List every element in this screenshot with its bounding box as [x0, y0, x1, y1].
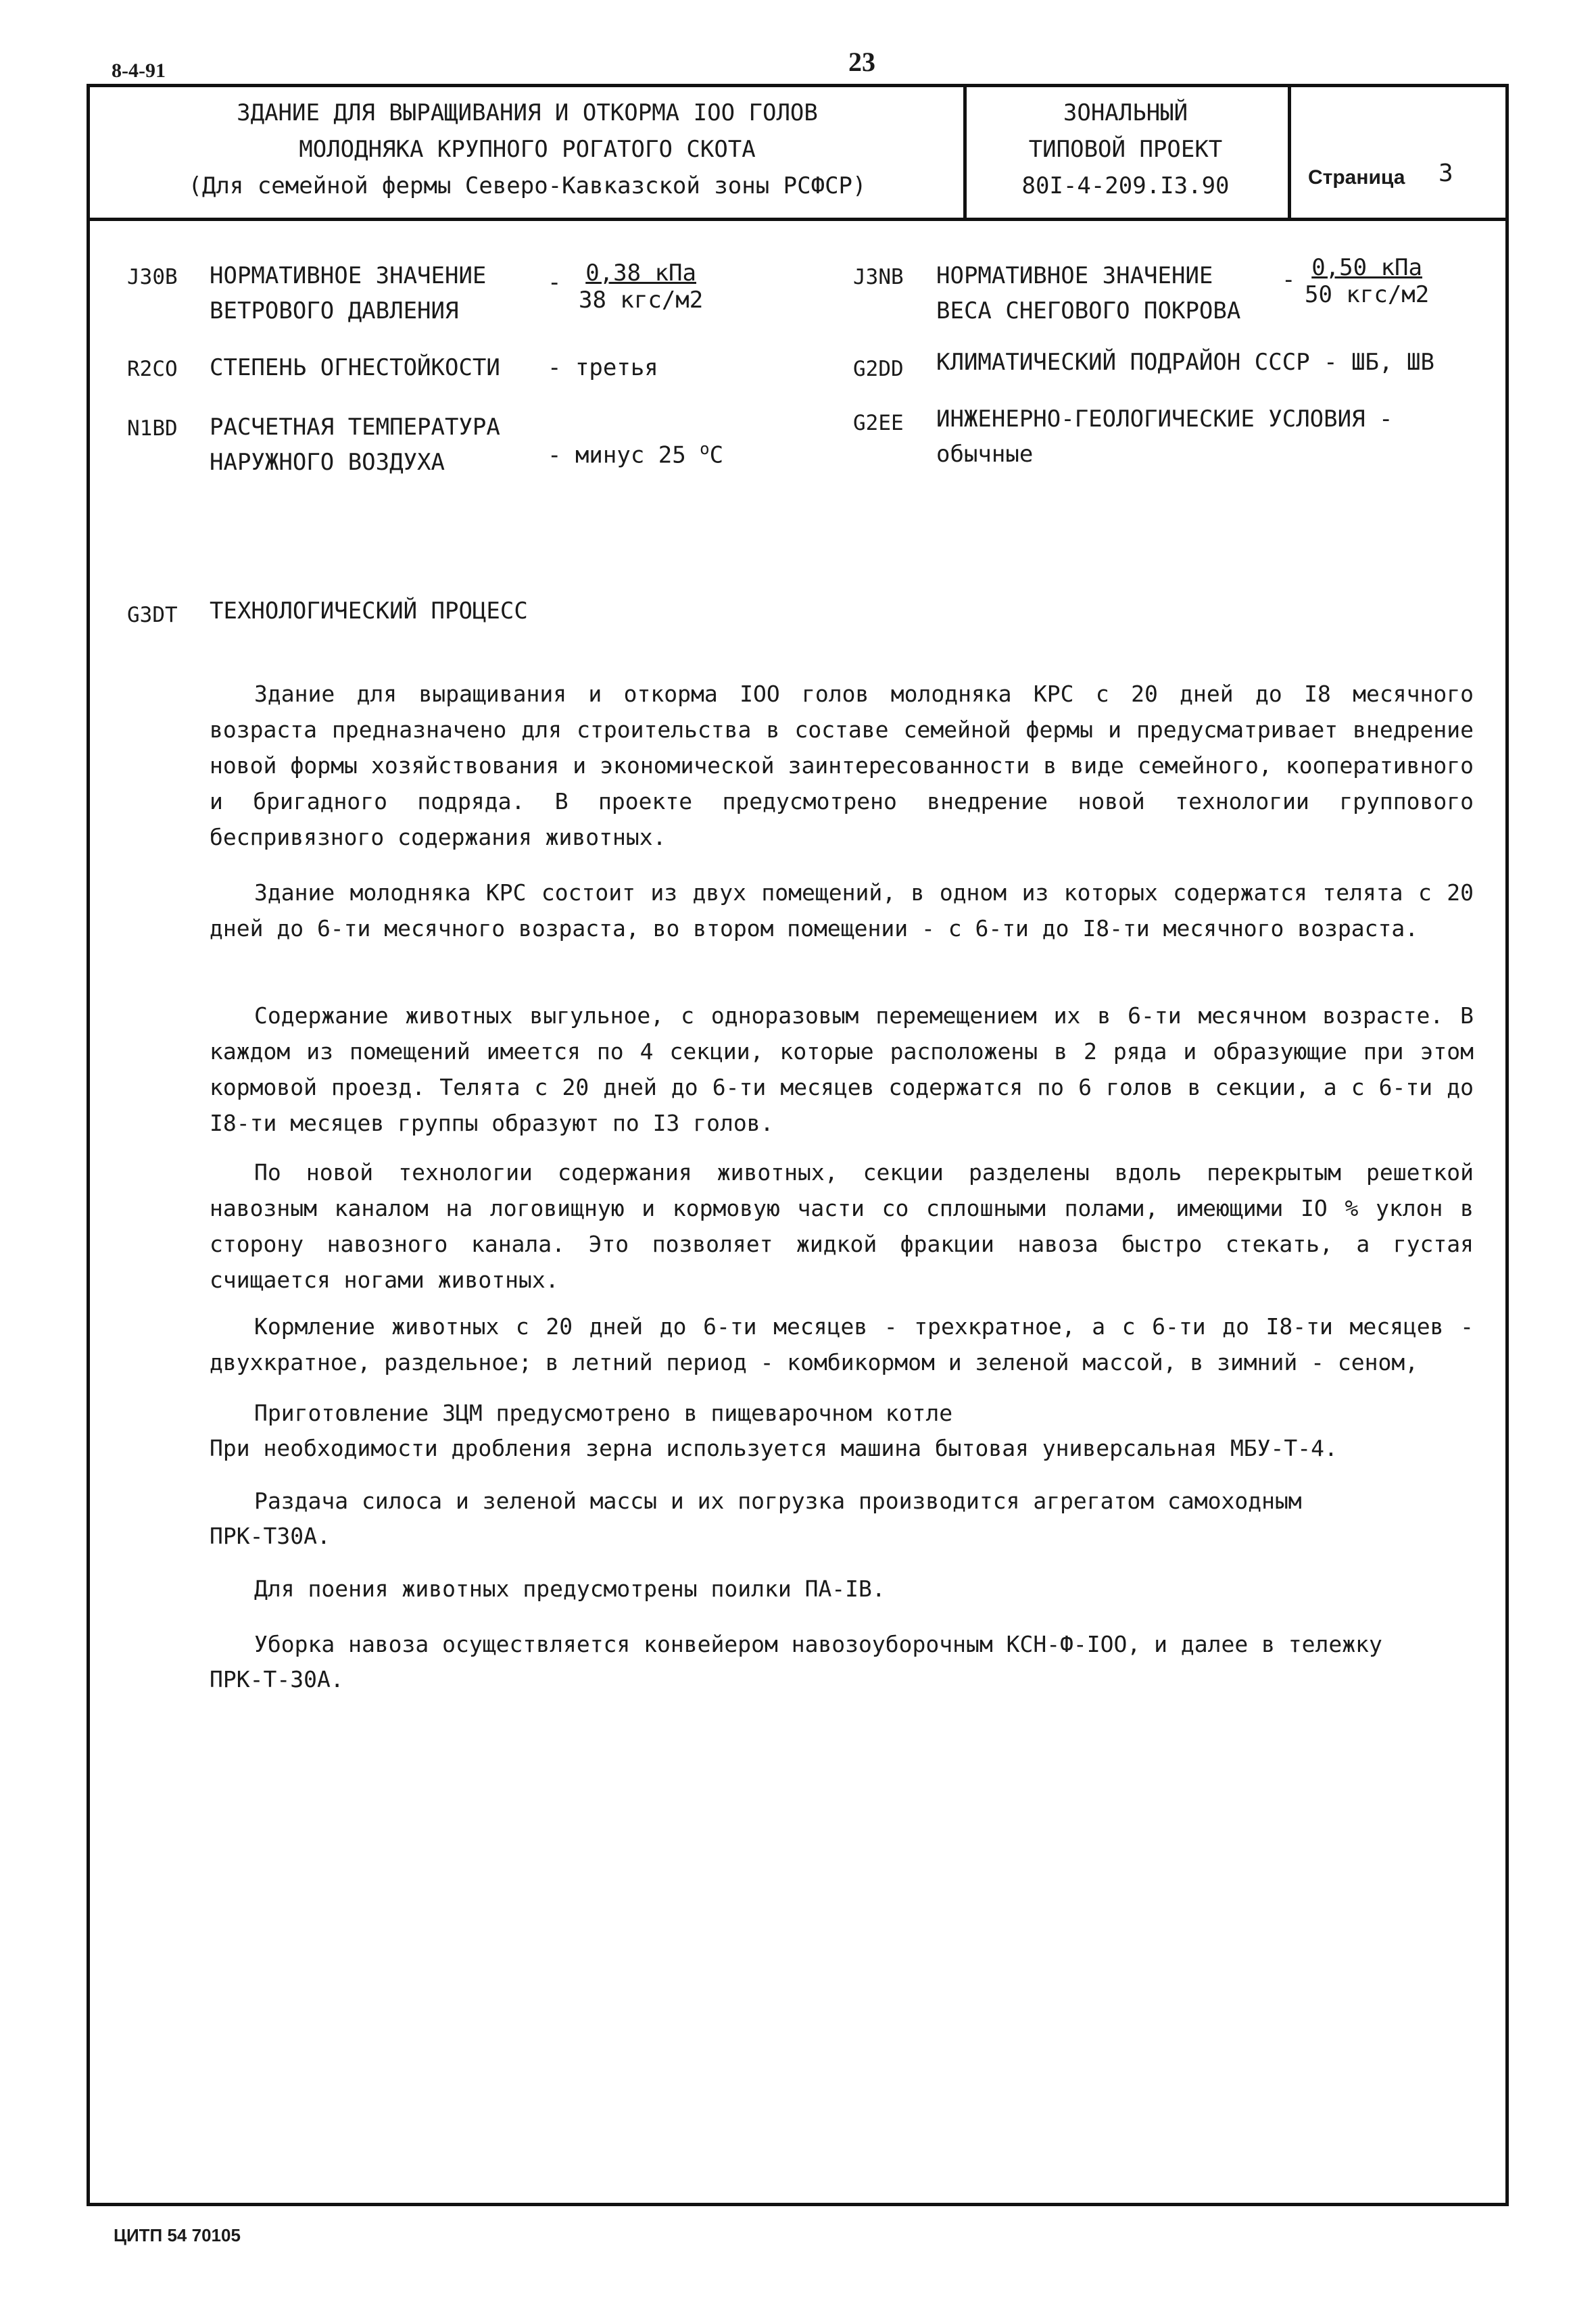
param-value-fire: - третья — [548, 354, 658, 381]
body-line: Приготовление ЗЦМ предусмотрено в пищеварочном котле — [254, 1400, 953, 1426]
body-line: ПРК-Т30А. — [210, 1523, 331, 1549]
body-paragraph: Здание молодняка КРС состоит из двух помещений, в одном из которых содержатся телята с 20 дней до 6-ти месячного возраста, во втором помещении - с 6-ти до I8-ти месячного возраста. — [210, 879, 1474, 942]
sheet-number: 23 — [848, 47, 875, 77]
header-project — [967, 95, 1284, 204]
footer-code: ЦИТП 54 70105 — [114, 2225, 241, 2245]
header-title-line: (Для семейной фермы Северо-Кавказской зоны РСФСР) — [188, 172, 867, 199]
param-label-fire: СТЕПЕНЬ ОГНЕСТОЙКОСТИ — [210, 354, 500, 381]
body-paragraph: Содержание животных выгульное, с одноразовым перемещением их в 6-ти месячном возрасте. В каждом из помещений имеется по 4 секции, которые расположены в 2 ряда и образующие при этом кормовой проезд. Телята с 20 дней до 6-ти месяцев содержатся по 6 голов в секции, а с 6-ти до I8-ти месяцев группы образуют по I3 голов. — [210, 1002, 1474, 1136]
project-line: ЗОНАЛЬНЫЙ — [1063, 99, 1188, 126]
fraction-numerator: 0,38 кПа — [585, 260, 696, 287]
param-code: J3NB — [853, 265, 904, 289]
section-title: ТЕХНОЛОГИЧЕСКИЙ ПРОЦЕСС — [210, 598, 528, 625]
fraction-denominator: 50 кгс/м2 — [1305, 281, 1430, 308]
body-line: ПРК-Т-30А. — [210, 1666, 344, 1692]
param-code: G2EE — [853, 411, 904, 435]
param-code: G2DD — [853, 357, 904, 381]
param-value-temp: - минус 25 $^о$С — [548, 439, 724, 469]
param-label-climate: КЛИМАТИЧЕСКИЙ ПОДРАЙОН СССР - ШБ, ШВ — [936, 349, 1434, 376]
param-dash: - — [1282, 266, 1296, 293]
param-label-geo: ИНЖЕНЕРНО-ГЕОЛОГИЧЕСКИЕ УСЛОВИЯ - обычные — [936, 406, 1393, 468]
body-line: Раздача силоса и зеленой массы и их погрузка производится агрегатом самоходным — [254, 1488, 1302, 1514]
header-divider — [87, 218, 1509, 221]
body-paragraph: По новой технологии содержания животных, секции разделены вдоль перекрытым решеткой навозным каналом на логовищную и кормовую части со сплошными полами, имеющими IO % уклон в сторону навозного канала. Это позволяет жидкой фракции навоза быстро стекать, а густая счищается ногами животных. — [210, 1159, 1474, 1293]
page-value: 3 — [1438, 160, 1453, 187]
param-code: N1BD — [127, 416, 178, 441]
page-label: Страница — [1308, 166, 1405, 189]
body-line: Уборка навоза осуществляется конвейером навозоуборочным КСН-Ф-IOO, и далее в тележку — [254, 1631, 1382, 1657]
param-label-wind: НОРМАТИВНОЕ ЗНАЧЕНИЕ ВЕТРОВОГО ДАВЛЕНИЯ — [210, 262, 487, 324]
project-line: ТИПОВОЙ ПРОЕКТ — [1028, 136, 1223, 163]
body-line: При необходимости дробления зерна используется машина бытовая универсальная МБУ-Т-4. — [210, 1435, 1338, 1461]
param-label-temp: РАСЧЕТНАЯ ТЕМПЕРАТУРА НАРУЖНОГО ВОЗДУХА — [210, 414, 500, 476]
param-dash: - — [548, 269, 562, 296]
project-number: 80I-4-209.I3.90 — [1021, 172, 1230, 199]
fraction-denominator: 38 кгс/м2 — [579, 287, 704, 314]
section-code: G3DT — [127, 603, 178, 627]
document-code: 8-4-91 — [112, 59, 166, 82]
header-title-line: ЗДАНИЕ ДЛЯ ВЫРАЩИВАНИЯ И ОТКОРМА IOO ГОЛОВ — [237, 99, 818, 126]
param-label-snow: НОРМАТИВНОЕ ЗНАЧЕНИЕ ВЕСА СНЕГОВОГО ПОКРОВА — [936, 262, 1241, 324]
param-code: R2CO — [127, 357, 178, 381]
header-column-divider — [1288, 84, 1291, 219]
header-title-line: МОЛОДНЯКА КРУПНОГО РОГАТОГО СКОТА — [299, 136, 756, 163]
header-title — [95, 95, 960, 204]
param-value-wind — [579, 260, 703, 314]
body-paragraph: Кормление животных с 20 дней до 6-ти месяцев - трехкратное, а с 6-ти до I8-ти месяцев - двухкратное, раздельное; в летний период - комбикормом и зеленой массой, в зимний - сеном, — [210, 1313, 1474, 1375]
param-value-snow — [1305, 254, 1429, 308]
body-paragraph: Здание для выращивания и откорма IOO голов молодняка КРС с 20 дней до I8 месячного возраста предназначено для строительства в составе семейной фермы и предусматривает внедрение новой формы хозяйствования и экономической заинтересованности в виде семейного, кооперативного и бригадного подряда. В проекте предусмотрено внедрение новой технологии группового беспривязного содержания животных. — [210, 681, 1474, 850]
body-line: Для поения животных предусмотрены поилки ПА-IВ. — [254, 1576, 886, 1602]
param-code: J30B — [127, 265, 178, 289]
fraction-numerator: 0,50 кПа — [1311, 254, 1422, 281]
